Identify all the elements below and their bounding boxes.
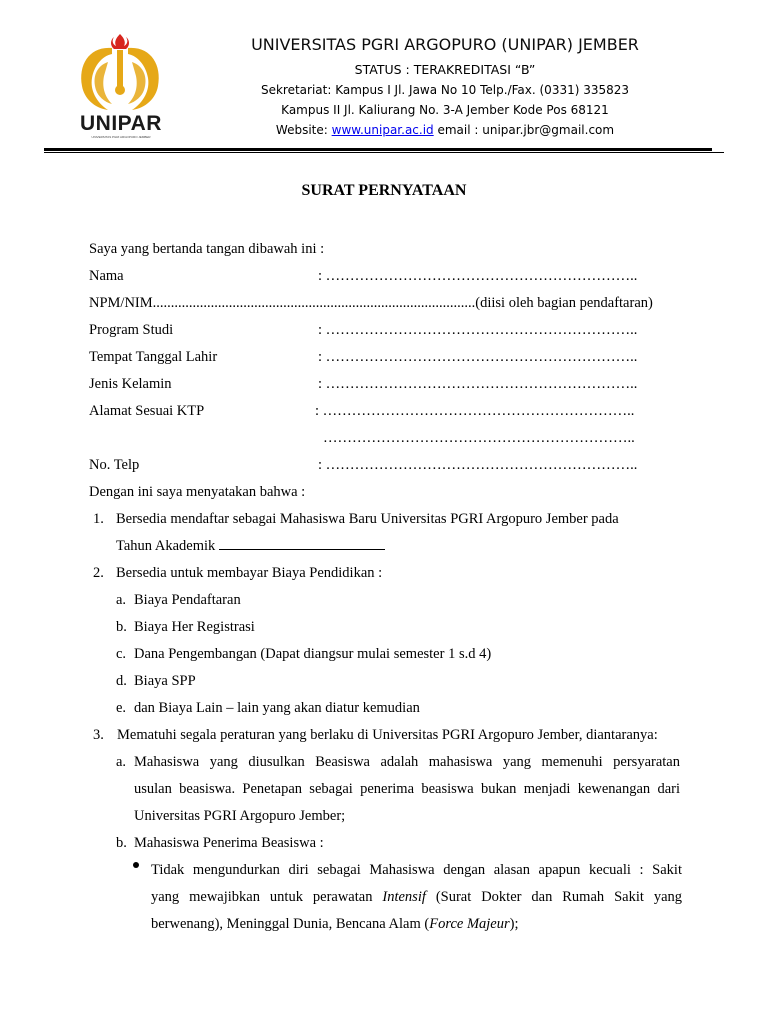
prodi-field[interactable]: : ………………………………………………………..: [318, 322, 638, 338]
item2a-letter: a.: [116, 592, 127, 608]
jk-label: Jenis Kelamin: [89, 376, 172, 392]
item2e-text: dan Biaya Lain – lain yang akan diatur kemudian: [134, 700, 420, 716]
item3b-text: Mahasiswa Penerima Beasiswa :: [134, 835, 324, 851]
letterhead: [0, 0, 768, 160]
contact-line: [170, 120, 720, 140]
letterhead-text: [170, 34, 720, 140]
bullet1-line2-post: (Surat Dokter dan Rumah Sakit yang: [425, 889, 683, 905]
accreditation-status: STATUS : TERAKREDITASI “B”: [354, 62, 536, 77]
jk-field[interactable]: : ………………………………………………………..: [318, 376, 638, 392]
bullet1-line1: Tidak mengundurkan diri sebagai Mahasiswa dengan alasan apapun kecuali : Sakit: [151, 862, 682, 878]
telp-field[interactable]: : ………………………………………………………..: [318, 457, 638, 473]
item2b-text: Biaya Her Registrasi: [134, 619, 255, 635]
item2-text: Bersedia untuk membayar Biaya Pendidikan :: [116, 565, 383, 581]
telp-label: No. Telp: [89, 457, 140, 473]
bullet1-line2-pre: yang mewajibkan untuk perawatan: [151, 889, 383, 905]
item3a-line3: Universitas PGRI Argopuro Jember;: [134, 808, 346, 824]
university-name: UNIVERSITAS PGRI ARGOPURO (UNIPAR) JEMBER: [251, 35, 639, 54]
item3a-line2: usulan beasiswa. Penetapan sebagai penerima beasiswa bukan menjadi kewenangan dari: [134, 781, 680, 797]
logo-wordmark: UNIPAR: [80, 112, 162, 135]
alamat-field-2[interactable]: ………………………………………………………..: [323, 430, 635, 446]
item3a-letter: a.: [116, 754, 127, 770]
header-divider-thick: [44, 148, 712, 151]
item3-number: 3.: [93, 727, 104, 743]
header-divider-thin: [44, 152, 724, 153]
document-title: SURAT PERNYATAAN: [301, 182, 467, 199]
email-text: email : unipar.jbr@gmail.com: [433, 123, 615, 137]
statement-text: Dengan ini saya menyatakan bahwa :: [89, 484, 306, 500]
item2c-text: Dana Pengembangan (Dapat diangsur mulai semester 1 s.d 4): [134, 646, 492, 662]
npm-field[interactable]: NPM/NIM.........................................................................................(diisi oleh bagian pendaftaran): [89, 295, 653, 311]
bullet1-line3: [151, 915, 519, 942]
bullet1-line3-post: );: [509, 916, 519, 932]
nama-field[interactable]: : ………………………………………………………..: [318, 268, 638, 284]
bullet1-line3-em: Force Majeur: [429, 916, 510, 932]
item2e-letter: e.: [116, 700, 127, 716]
item2d-text: Biaya SPP: [134, 673, 196, 689]
alamat-label: Alamat Sesuai KTP: [89, 403, 205, 419]
bullet1-line2: [151, 888, 682, 915]
item2d-letter: d.: [116, 673, 127, 689]
address-line-2: Kampus II Jl. Kaliurang No. 3-A Jember Kode Pos 68121: [281, 103, 609, 117]
prodi-label: Program Studi: [89, 322, 174, 338]
item3b-letter: b.: [116, 835, 127, 851]
address-line-1: Sekretariat: Kampus I Jl. Jawa No 10 Telp./Fax. (0331) 335823: [260, 83, 630, 97]
item1-line1: Bersedia mendaftar sebagai Mahasiswa Baru Universitas PGRI Argopuro Jember pada: [116, 511, 619, 527]
item3-text: Mematuhi segala peraturan yang berlaku di Universitas PGRI Argopuro Jember, diantaranya:: [117, 727, 658, 743]
tahun-akademik-label: Tahun Akademik: [116, 538, 219, 554]
nama-label: Nama: [89, 268, 124, 284]
logo-subtext: UNIVERSITAS PGRI ARGOPURO JEMBER: [91, 135, 151, 139]
item2b-letter: b.: [116, 619, 127, 635]
item1-number: 1.: [93, 511, 104, 527]
intro-text: Saya yang bertanda tangan dibawah ini :: [89, 241, 325, 257]
website-link[interactable]: www.unipar.ac.id: [331, 123, 434, 137]
bullet1-line3-pre: berwenang), Meninggal Dunia, Bencana Alam (: [151, 916, 430, 932]
item2a-text: Biaya Pendaftaran: [134, 592, 241, 608]
ttl-label: Tempat Tanggal Lahir: [89, 349, 218, 365]
bullet-icon: [133, 862, 139, 868]
item2-number: 2.: [93, 565, 104, 581]
bullet1-line2-em: Intensif: [382, 889, 426, 905]
tahun-akademik-blank[interactable]: [219, 537, 385, 550]
item1-line2: [116, 537, 385, 564]
item3a-line1: Mahasiswa yang diusulkan Beasiswa adalah mahasiswa yang memenuhi persyaratan: [134, 754, 680, 770]
item2c-letter: c.: [116, 646, 127, 662]
ttl-field[interactable]: : ………………………………………………………..: [318, 349, 638, 365]
website-label: Website:: [275, 123, 332, 137]
alamat-field[interactable]: : ………………………………………………………..: [315, 403, 635, 419]
